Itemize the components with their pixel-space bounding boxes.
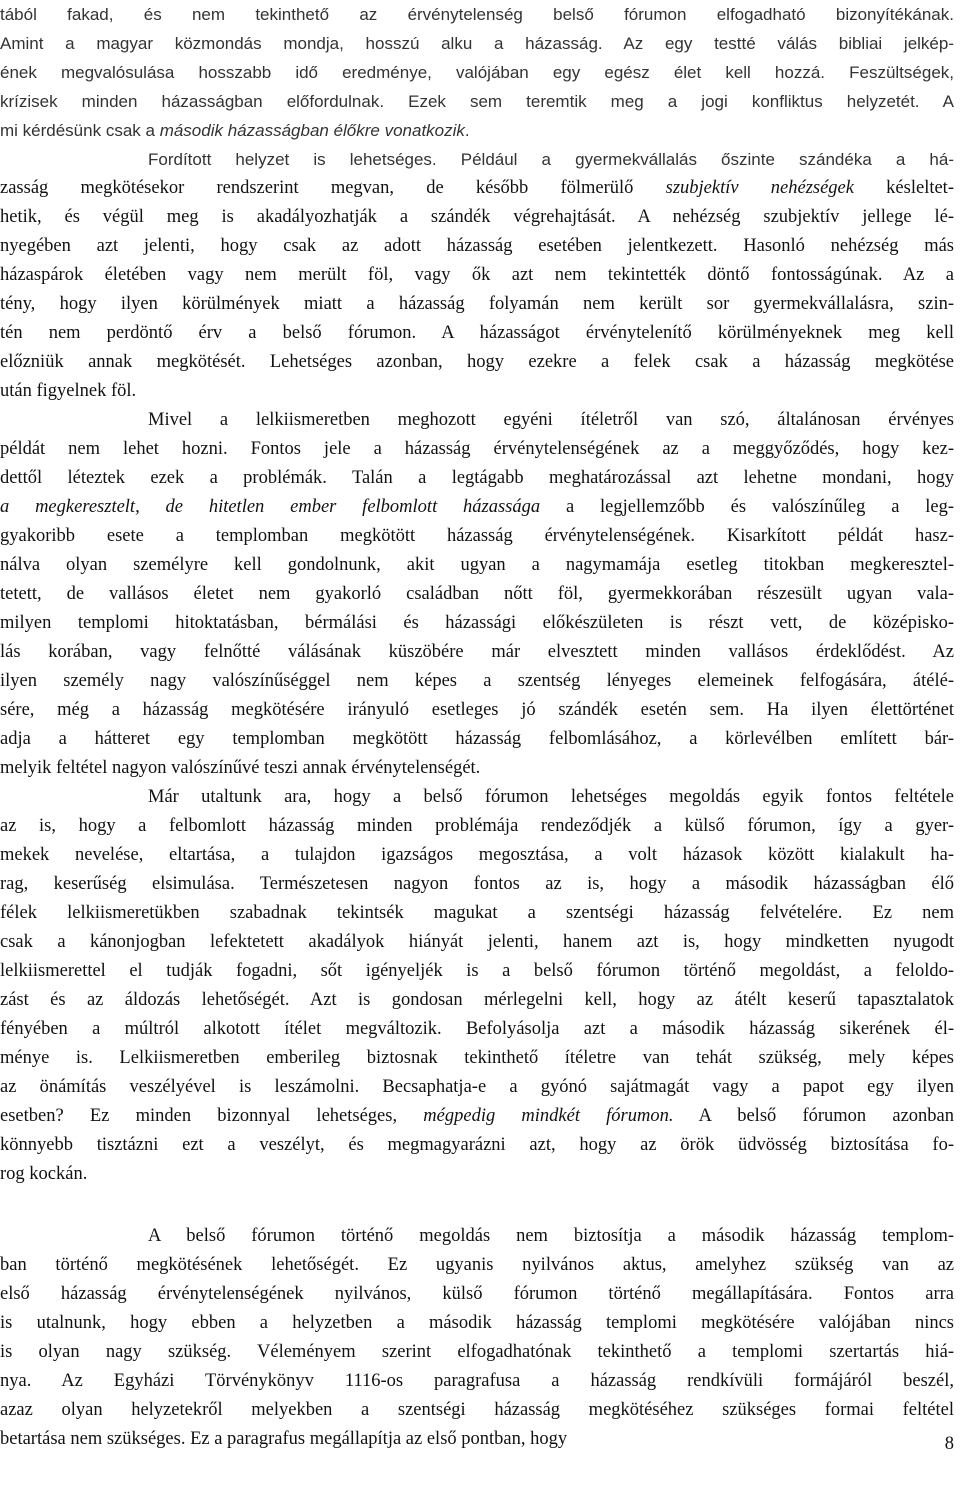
text-line	[0, 319, 954, 348]
line-text: gyakoribb esete a templomban megkötött házasság érvénytelenségének. Kisarkított példát hasz-	[0, 526, 954, 546]
text-line	[0, 203, 954, 232]
text-line	[0, 1160, 954, 1189]
italic-text: mégpedig mindkét fórumon.	[423, 1106, 674, 1126]
line-text: zást és az áldozás lehetőségét. Azt is gondosan mérlegelni kell, hogy az átélt keserű tapasztalatok	[0, 990, 954, 1010]
text-line	[0, 1251, 954, 1280]
line-text: adja a hátteret egy templomban megkötött házasság felbomlásához, a körlevélben említett bár-	[0, 729, 954, 749]
text-line	[0, 899, 954, 928]
line-text: is utalnunk, hogy ebben a helyzetben a második házasság templomi megkötésére valójában nincs	[0, 1313, 954, 1333]
text-line	[0, 1102, 954, 1131]
line-text: csak a kánonjogban lefektetett akadályok hiányát jelenti, hanem azt is, hogy mindketten nyugodt	[0, 932, 954, 952]
line-text-tail: .	[464, 121, 470, 140]
line-text: lelkiismerettel el tudják fogadni, sőt igényeljék is a belső fórumon történő megoldást, a feloldo-	[0, 961, 954, 981]
line-text: is olyan nagy szükség. Véleményem szerint elfogadhatónak tekinthető a templomi szertartás hiá-	[0, 1342, 954, 1362]
text-line	[0, 928, 954, 957]
text-line	[0, 261, 954, 290]
text-line	[0, 957, 954, 986]
text-line	[0, 464, 954, 493]
text-line	[0, 1015, 954, 1044]
text-line	[0, 812, 954, 841]
text-line	[0, 145, 954, 174]
line-text: első házasság érvénytelenségének nyilvános, külső fórumon történő megállapítására. Fontos arra	[0, 1284, 954, 1304]
text-line	[0, 435, 954, 464]
text-line	[0, 725, 954, 754]
line-text: mekek nevelése, eltartása, a tulajdon igazságos megosztása, a volt házasok között kialakult ha-	[0, 845, 954, 865]
line-text: nya. Az Egyházi Törvénykönyv 1116-os paragrafusa a házasság rendkívüli formájáról beszél,	[0, 1371, 954, 1391]
text-line	[0, 1280, 954, 1309]
text-line	[0, 783, 954, 812]
text-line	[0, 348, 954, 377]
line-text: lás korában, vagy felnőtté válásának küszöbére már elvesztett minden vallásos érdeklődést. Az	[0, 642, 954, 662]
text-line	[0, 696, 954, 725]
line-text: az is, hogy a felbomlott házasság minden problémája rendeződjék a külső fórumon, így a gyer-	[0, 816, 954, 836]
text-line	[0, 667, 954, 696]
page-number: 8	[944, 1434, 954, 1454]
text-line	[0, 1222, 954, 1251]
italic-text: második házasságban élőkre vonatkozik	[159, 121, 465, 140]
line-text: rog kockán.	[0, 1164, 88, 1184]
text-line	[0, 116, 954, 145]
line-text: tetett, de vallásos életet nem gyakorló családban nőtt föl, gyermekkorában részesült ugyan vala-	[0, 584, 954, 604]
line-text: előzniük annak megkötését. Lehetséges azonban, hogy ezekre a felek csak a házasság megkötése	[0, 352, 954, 372]
line-text: zasság megkötésekor rendszerint megvan, de később fölmerülő	[0, 178, 666, 198]
italic-text: a megkeresztelt, de hitetlen ember felbomlott házassága	[0, 497, 541, 517]
text-line	[0, 87, 954, 116]
line-text: melyik feltétel nagyon valószínűvé teszi annak érvénytelenségét.	[0, 758, 481, 778]
line-text: milyen templomi hitoktatásban, bérmálási és házassági előkészületen is részt vett, de középisko-	[0, 613, 954, 633]
line-text: dettől léteztek ezek a problémák. Talán a legtágabb meghatározással azt lehetne mondani, hogy	[0, 468, 954, 488]
line-text: ilyen személy nagy valószínűséggel nem képes a szentség lényeges elemeinek felfogására, átélé-	[0, 671, 954, 691]
text-line	[0, 1309, 954, 1338]
line-text: Amint a magyar közmondás mondja, hosszú alku a házasság. Az egy testté válás bibliai jelkép-	[0, 34, 954, 53]
text-line	[0, 377, 954, 406]
text-line	[0, 1425, 954, 1454]
line-text: Már utaltunk ara, hogy a belső fórumon lehetséges megoldás egyik fontos feltétele	[148, 787, 954, 807]
line-text: esetben? Ez minden bizonnyal lehetséges,	[0, 1106, 424, 1126]
text-line	[0, 1073, 954, 1102]
text-line	[0, 522, 954, 551]
line-text: könnyebb tisztázni ezt a veszélyt, és megmagyarázni azt, hogy az örök üdvösség biztosítása fo-	[0, 1135, 954, 1155]
text-line	[0, 290, 954, 319]
line-text: házaspárok életében vagy nem merült föl, vagy ők azt nem tekintették döntő fontosságúnak. Az a	[0, 265, 954, 285]
text-line	[0, 580, 954, 609]
text-line	[0, 1131, 954, 1160]
text-line	[0, 870, 954, 899]
text-line	[0, 1338, 954, 1367]
text-line	[0, 232, 954, 261]
text-line	[0, 754, 954, 783]
text-line	[0, 1367, 954, 1396]
text-line	[0, 1396, 954, 1425]
text-line	[0, 58, 954, 87]
text-line	[0, 0, 954, 29]
line-text: ménye is. Lelkiismeretben emberileg biztosnak tekinthető ítéletre van tehát szükség, mely képes	[0, 1048, 954, 1068]
text-line	[0, 29, 954, 58]
line-text: sére, még a házasság megkötésére irányuló esetleges jó szándék esetén sem. Ha ilyen élettörténet	[0, 700, 954, 720]
text-line	[0, 493, 954, 522]
line-text: ének megvalósulása hosszabb idő eredménye, valójában egy egész élet kell hozzá. Feszültségek,	[0, 63, 954, 82]
line-text: nálva olyan személyre kell gondolnunk, akit ugyan a nagymamája esetleg titokban megkeresztel-	[0, 555, 954, 575]
line-text: Fordított helyzet is lehetséges. Például a gyermekvállalás őszinte szándéka a há-	[148, 150, 954, 169]
text-line	[0, 551, 954, 580]
line-text: mi kérdésünk csak a	[0, 121, 160, 140]
line-text: azaz olyan helyzetekről melyekben a szentségi házasság megkötéséhez szükséges formai feltétel	[0, 1400, 954, 1420]
text-line	[0, 406, 954, 435]
line-text: tén nem perdöntő érv a belső fórumon. A házasságot érvénytelenítő körülményeknek meg kell	[0, 323, 954, 343]
line-text-tail: a legjellemzőbb és valószínűleg a leg-	[540, 497, 954, 517]
text-line	[0, 1044, 954, 1073]
line-text: fényében a múltról alkotott ítélet megváltozik. Befolyásolja azt a második házasság sikerének él-	[0, 1019, 954, 1039]
line-text-tail: késleltet-	[853, 178, 954, 198]
line-text: A belső fórumon történő megoldás nem biztosítja a második házasság templom-	[148, 1226, 954, 1246]
line-text: rag, keserűség elsimulása. Természetesen nagyon fontos az is, hogy a második házasságban élő	[0, 874, 954, 894]
text-line	[0, 174, 954, 203]
line-text: hetik, és végül meg is akadályozhatják a szándék végrehajtását. A nehézség szubjektív jellege lé-	[0, 207, 954, 227]
text-line	[0, 609, 954, 638]
line-text: nyegében azt jelenti, hogy csak az adott házasság esetében jelentkezett. Hasonló nehézség más	[0, 236, 954, 256]
text-line	[0, 841, 954, 870]
line-text: tény, hogy ilyen körülmények miatt a házasság folyamán nem került sor gyermekvállalásra, szin-	[0, 294, 954, 314]
text-line	[0, 638, 954, 667]
line-text: krízisek minden házasságban előfordulnak. Ezek sem teremtik meg a jogi konfliktus helyzetét. A	[0, 92, 954, 111]
line-text: félek lelkiismeretükben szabadnak tekintsék magukat a szentségi házasság felvételére. Ez nem	[0, 903, 954, 923]
line-text: tából fakad, és nem tekinthető az érvénytelenség belső fórumon elfogadható bizonyítékának.	[0, 5, 954, 24]
line-text: ban történő megkötésének lehetőségét. Ez ugyanis nyilvános aktus, amelyhez szükség van az	[0, 1255, 954, 1275]
line-text: után figyelnek föl.	[0, 381, 137, 401]
line-text: az önámítás veszélyével is leszámolni. Becsaphatja-e a gyónó sajátmagát vagy a papot egy ilyen	[0, 1077, 954, 1097]
text-line	[0, 986, 954, 1015]
line-text-tail: A belső fórumon azonban	[673, 1106, 954, 1126]
line-text: példát nem lehet hozni. Fontos jele a házasság érvénytelenségének az a meggyőződés, hogy kez-	[0, 439, 954, 459]
line-text: betartása nem szükséges. Ez a paragrafus megállapítja az első pontban, hogy	[0, 1429, 568, 1449]
line-text: Mivel a lelkiismeretben meghozott egyéni ítéletről van szó, általánosan érvényes	[148, 410, 954, 430]
italic-text: szubjektív nehézségek	[665, 178, 854, 198]
